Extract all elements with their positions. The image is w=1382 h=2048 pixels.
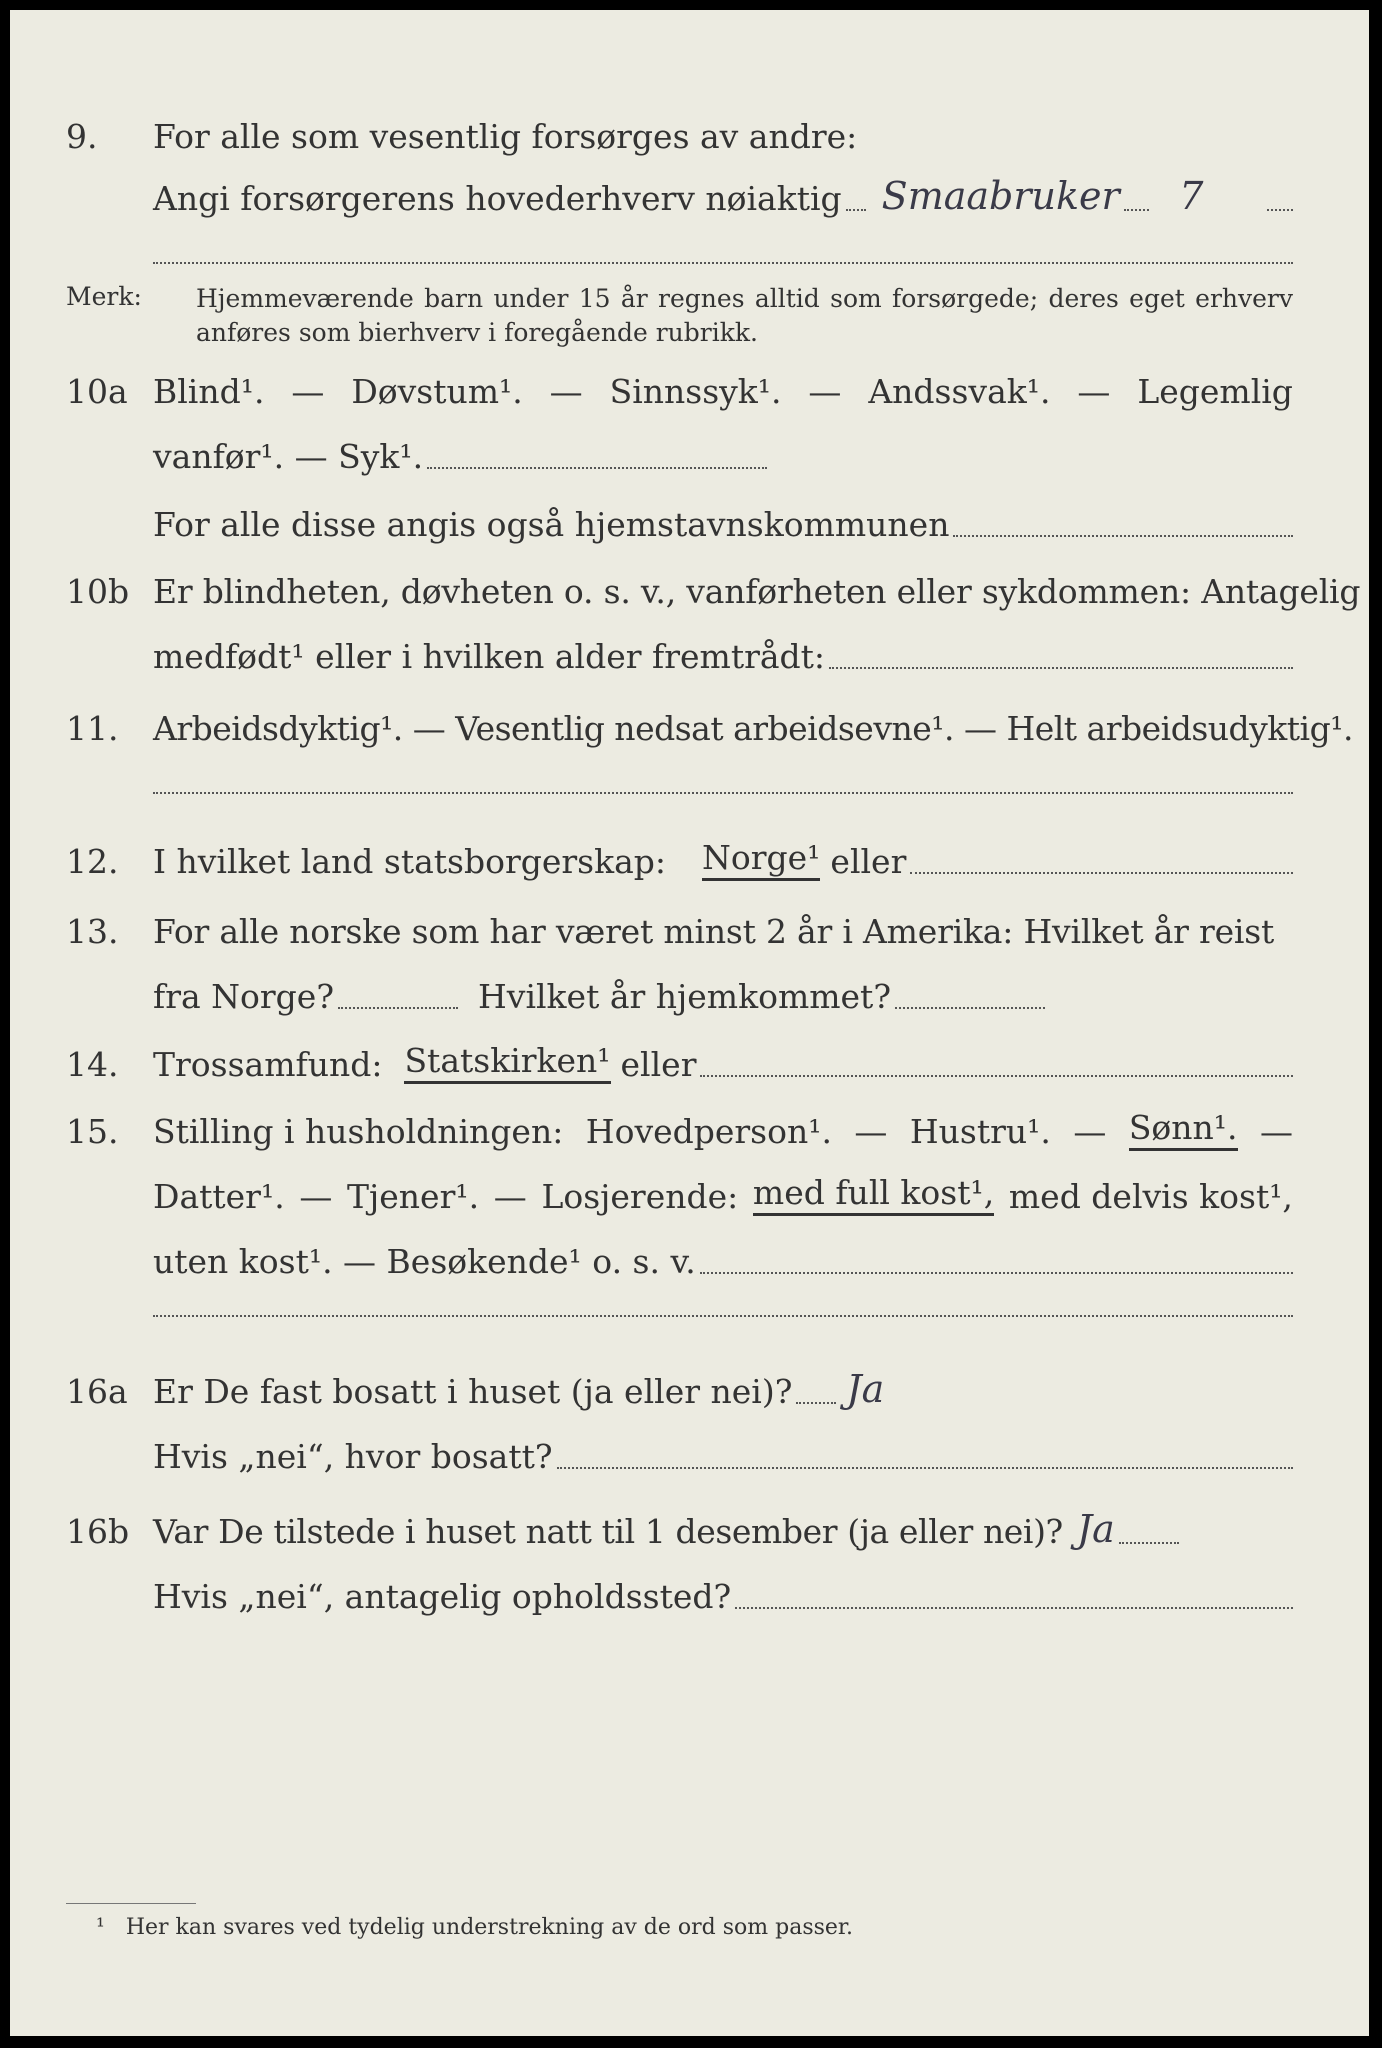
q12-option-norge: Norge¹ (702, 838, 820, 881)
dash: — (854, 1112, 888, 1151)
dash: — (808, 372, 842, 411)
q11-blank-line (153, 792, 1293, 794)
q15-sonn: Sønn¹. (1129, 1108, 1238, 1151)
q15-blank-line (153, 1315, 1293, 1317)
q10b-number: 10b (66, 572, 130, 611)
q15-delvis-kost: med delvis kost¹, (1008, 1177, 1293, 1216)
q12-eller: eller (830, 842, 907, 881)
q12-number: 12. (66, 842, 119, 881)
q10a-item-dovstum: Døvstum¹. (351, 372, 523, 411)
q16b-question: Var De tilstede i huset natt til 1 desember (ja eller nei)? (153, 1512, 1063, 1551)
q16b-number: 16b (66, 1512, 130, 1551)
merk-text: Hjemmeværende barn under 15 år regnes alltid som forsørgede; deres eget erhverv anføres som bierhverv i foregående rubrikk. (196, 284, 1293, 347)
q16a-row-2 (10, 1420, 1369, 1480)
dash: — (1077, 372, 1111, 411)
footnote-marker: ¹ (96, 1915, 105, 1940)
q11-options: Arbeidsdyktig¹. — Vesentlig nedsat arbeidsevne¹. — Helt arbeidsudyktig¹. (153, 709, 1353, 748)
q12-label: I hvilket land statsborgerskap: (153, 842, 667, 881)
q15-uten-kost-besokende: uten kost¹. — Besøkende¹ o. s. v. (153, 1242, 696, 1281)
q15-row-3 (10, 1225, 1369, 1285)
q13-row-1 (10, 895, 1369, 955)
q10a-row-2 (10, 420, 1369, 480)
q15-datter: Datter¹. (153, 1177, 285, 1216)
q15-label: Stilling i husholdningen: (153, 1112, 564, 1151)
q16b-label: Hvis „nei“, antagelig opholdssted? (153, 1577, 732, 1616)
dash: — (493, 1177, 527, 1216)
q14-label: Trossamfund: (153, 1045, 383, 1084)
q13-hjemkommet: Hvilket år hjemkommet? (478, 977, 892, 1016)
q15-losjerende: Losjerende: (541, 1177, 739, 1216)
footnote (96, 1915, 853, 1940)
q15-row-2 (10, 1160, 1369, 1220)
q15-tjener: Tjener¹. (347, 1177, 480, 1216)
q10a-row-3 (10, 488, 1369, 548)
q16a-number: 16a (66, 1372, 128, 1411)
q16b-row-1 (10, 1495, 1369, 1555)
q10b-question: Er blindheten, døvheten o. s. v., vanførheten eller sykdommen: Antagelig (153, 572, 1361, 611)
q10b-row-1 (10, 555, 1369, 615)
q10a-item-andssvak: Andssvak¹. (868, 372, 1051, 411)
q14-option-statskirken: Statskirken¹ (404, 1041, 610, 1084)
dash: — (1259, 1112, 1293, 1151)
q10a-number: 10a (66, 372, 128, 411)
q16a-answer: Ja (846, 1367, 885, 1411)
q10a-row-1 (10, 355, 1369, 415)
q16a-label: Hvis „nei“, hvor bosatt? (153, 1437, 553, 1476)
q13-question: For alle norske som har været minst 2 år i Amerika: Hvilket år reist (153, 912, 1275, 951)
footnote-text: Her kan svares ved tydelig understrekning av de ord som passer. (125, 1915, 854, 1940)
q10a-hjemstavn: For alle disse angis også hjemstavnskommunen (153, 505, 950, 544)
q9-label: Angi forsørgerens hovederhverv nøiaktig (153, 179, 842, 218)
q9-number: 9. (66, 117, 98, 156)
q9-answer: Smaabruker (881, 174, 1120, 218)
merk-label: Merk: (66, 282, 142, 311)
q15-number: 15. (66, 1112, 119, 1151)
q14-eller: eller (620, 1045, 697, 1084)
census-form-page (10, 10, 1369, 2036)
dash: — (549, 372, 583, 411)
q10a-item-sinnssyk: Sinnssyk¹. (609, 372, 782, 411)
q10a-item-legemlig: Legemlig (1137, 372, 1293, 411)
q15-row-1 (10, 1095, 1369, 1155)
q12-row (10, 825, 1369, 885)
q10b-row-2 (10, 620, 1369, 680)
q9-question: For alle som vesentlig forsørges av andre: (153, 117, 858, 156)
q11-row-1 (10, 692, 1369, 752)
dash: — (299, 1177, 333, 1216)
q9-blank-line (153, 262, 1293, 264)
q16a-question: Er De fast bosatt i huset (ja eller nei)? (153, 1372, 793, 1411)
q13-row-2 (10, 960, 1369, 1020)
q14-number: 14. (66, 1045, 119, 1084)
dash: — (291, 372, 325, 411)
q9-row-2 (10, 162, 1369, 222)
q14-row (10, 1028, 1369, 1088)
footnote-rule (66, 1903, 196, 1904)
q9-answer-suffix: 7 (1179, 174, 1204, 218)
q11-number: 11. (66, 709, 119, 748)
q15-hustru: Hustru¹. (909, 1112, 1051, 1151)
q10a-vanfor-syk: vanfør¹. — Syk¹. (153, 437, 424, 476)
dash: — (1073, 1112, 1107, 1151)
q16b-row-2 (10, 1560, 1369, 1620)
q16a-row-1 (10, 1355, 1369, 1415)
q13-reist: fra Norge? (153, 977, 335, 1016)
q9-row-1 (10, 100, 1369, 160)
q10b-label: medfødt¹ eller i hvilken alder fremtrådt: (153, 637, 826, 676)
q15-full-kost: med full kost¹, (753, 1173, 994, 1216)
q16b-answer: Ja (1076, 1507, 1115, 1551)
q10a-item-blind: Blind¹. (153, 372, 265, 411)
q13-number: 13. (66, 912, 119, 951)
q15-hovedperson: Hovedperson¹. (585, 1112, 832, 1151)
